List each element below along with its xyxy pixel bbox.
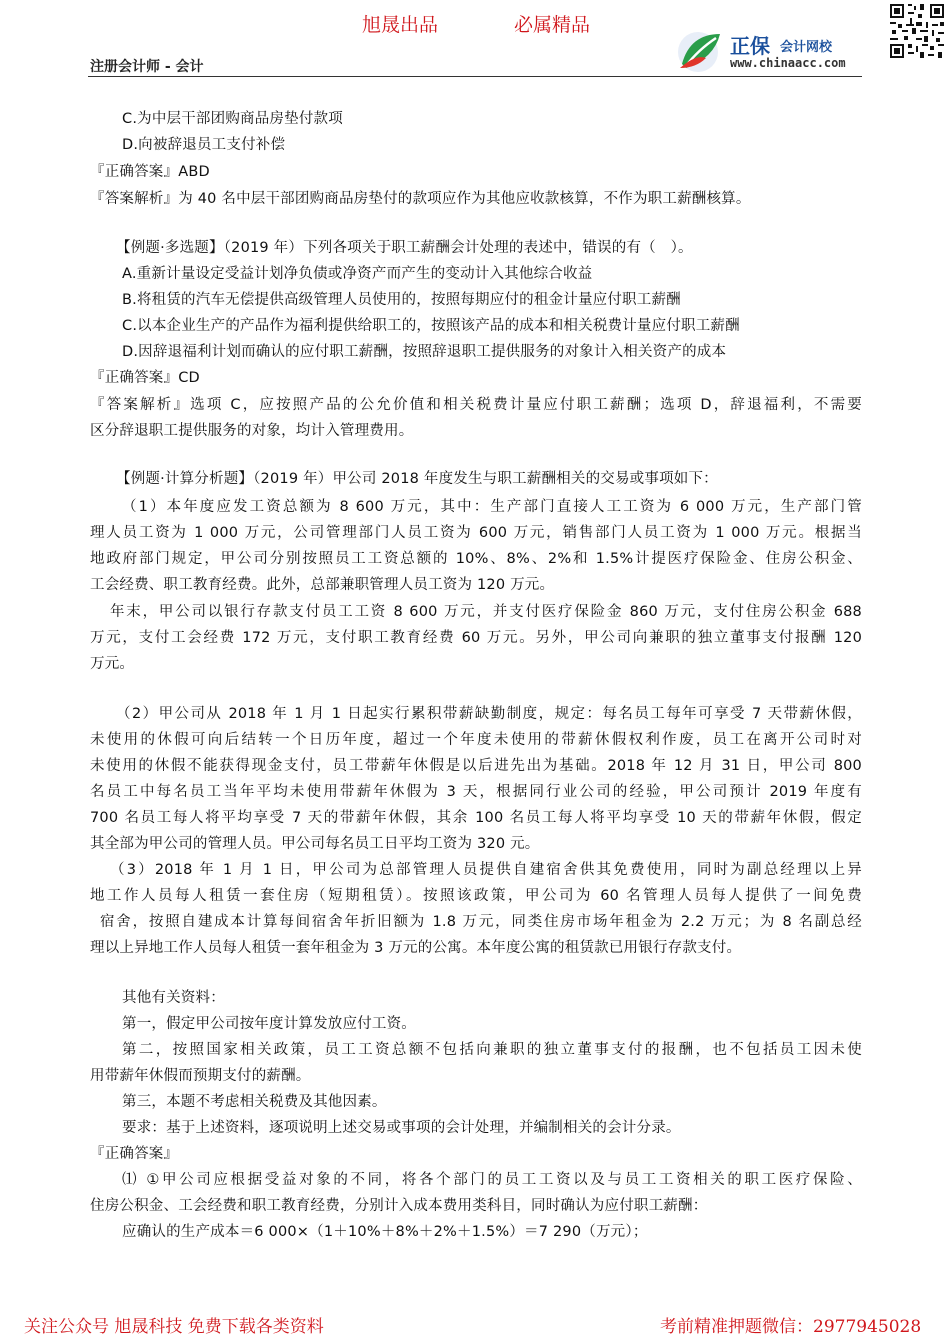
header-red-left: 旭晟出品 — [362, 14, 439, 36]
paragraph-line: 万元，支付工会经费 172 万元，支付职工教育经费 60 万元。另外，甲公司向兼职的独立董事支付报酬 120 — [90, 630, 862, 646]
paragraph-line: 理以上异地工作人员每人租赁一套年租金为 3 万元的公寓。本年度公寓的租赁款已用银行存款支付。 — [90, 940, 742, 956]
paragraph-line: 万元。 — [90, 656, 135, 672]
formula-line: 应确认的生产成本＝6 000×（1＋10%＋8%＋2%＋1.5%）＝7 290（万元）； — [122, 1224, 648, 1240]
paragraph-line: 宿舍，按照自建成本计算每间宿舍年折旧额为 1.8 万元，同类住房市场年租金为 2.2 万元；为 8 名副总经 — [100, 914, 862, 930]
brand-name: 正保 — [730, 34, 770, 58]
other-info-title: 其他有关资料： — [122, 990, 225, 1006]
analysis-line: 区分辞退职工提供服务的对象，均计入管理费用。 — [90, 423, 414, 439]
paragraph-line: 年末，甲公司以银行存款支付员工工资 8 600 万元，并支付医疗保险金 860 万元，支付住房公积金 688 — [110, 604, 862, 620]
option-line: D.因辞退福利计划而确认的应付职工薪酬，按照辞退职工提供服务的对象计入相关资产的成本 — [122, 344, 727, 360]
brand-subtitle: 会计网校 — [780, 40, 833, 55]
analysis-line: 『答案解析』为 40 名中层干部团购商品房垫付的款项应作为其他应收款核算，不作为职工薪酬核算。 — [90, 191, 751, 207]
paragraph-line: 第二，按照国家相关政策，员工工资总额不包括向兼职的独立董事支付的报酬，也不包括员工因未使 — [122, 1042, 862, 1058]
question-title: 【例题·多选题】（2019 年）下列各项关于职工薪酬会计处理的表述中，错误的有（ ）。 — [116, 240, 693, 256]
paragraph-line: 住房公积金、工会经费和职工教育经费，分别计入成本费用类科目，同时确认为应付职工薪酬： — [90, 1198, 708, 1214]
answer-line: 『正确答案』ABD — [90, 164, 210, 180]
paragraph-line: 工会经费、职工教育经费。此外，总部兼职管理人员工资为 120 万元。 — [90, 577, 555, 593]
footer-right-promo: 考前精准押题微信：2977945028 — [660, 1317, 922, 1337]
paragraph-line: 地政府部门规定，甲公司分别按照员工工资总额的 10%、8%、2%和 1.5%计提医疗保险金、住房公积金、 — [90, 551, 862, 567]
brand-logo — [676, 28, 866, 74]
paragraph-line: 用带薪年休假而预期支付的薪酬。 — [90, 1068, 311, 1084]
footer-left-promo: 关注公众号 旭晟科技 免费下载各类资料 — [24, 1317, 324, 1337]
paragraph-line: （2）甲公司从 2018 年 1 月 1 日起实行累积带薪缺勤制度，规定：每名员工每年可享受 7 天带薪休假， — [116, 706, 862, 722]
paragraph-line: 地工作人员每人租赁一套住房（短期租赁）。按照该政策，甲公司为 60 名管理人员每人提供了一间免费 — [90, 888, 862, 904]
course-title: 注册会计师 - 会计 — [90, 59, 204, 75]
header-red-right: 必属精品 — [514, 14, 591, 36]
paragraph-line: （3）2018 年 1 月 1 日，甲公司为总部管理人员提供自建宿舍供其免费使用，同时为副总经理以上异 — [110, 862, 862, 878]
answer-line: 『正确答案』CD — [90, 370, 200, 386]
paragraph-line: 未使用的休假可向后结转一个日历年度，超过一个年度未使用的带薪休假权利作废，员工在离开公司时对 — [90, 732, 862, 748]
paragraph-line: （1）本年度应发工资总额为 8 600 万元，其中：生产部门直接人工工资为 6 000 万元，生产部门管 — [122, 499, 862, 515]
leaf-logo-icon — [676, 28, 724, 74]
paragraph-line: 第一，假定甲公司按年度计算发放应付工资。 — [122, 1016, 416, 1032]
paragraph-line: 其全部为甲公司的管理人员。甲公司每名员工日平均工资为 320 元。 — [90, 836, 540, 852]
paragraph-line: 名员工中每名员工当年平均未使用带薪年休假为 3 天，根据同行业公司的经验，甲公司预计 2019 年度有 — [90, 784, 862, 800]
option-line: B.将租赁的汽车无偿提供高级管理人员使用的，按照每期应付的租金计量应付职工薪酬 — [122, 292, 681, 308]
paragraph-line: 未使用的休假不能获得现金支付，员工带薪年休假是以后进先出为基础。2018 年 12 月 31 日，甲公司 800 — [90, 758, 862, 774]
option-line: A.重新计量设定受益计划净负债或净资产而产生的变动计入其他综合收益 — [122, 266, 593, 282]
question-title: 【例题·计算分析题】（2019 年）甲公司 2018 年度发生与职工薪酬相关的交易或事项如下： — [116, 471, 718, 487]
paragraph-line: 第三，本题不考虑相关税费及其他因素。 — [122, 1094, 387, 1110]
paragraph-line: ⑴ ①甲公司应根据受益对象的不同，将各个部门的员工工资以及与员工工资相关的职工医疗保险、 — [122, 1172, 862, 1188]
qr-code-icon — [888, 2, 946, 60]
header-rule — [88, 76, 862, 77]
option-line: D.向被辞退员工支付补偿 — [122, 137, 286, 153]
option-line: C.为中层干部团购商品房垫付款项 — [122, 111, 343, 127]
option-line: C.以本企业生产的产品作为福利提供给职工的，按照该产品的成本和相关税费计量应付职工薪酬 — [122, 318, 740, 334]
brand-site: www.chinaacc.com — [730, 56, 846, 70]
paragraph-line: 理人员工资为 1 000 万元，公司管理部门人员工资为 600 万元，销售部门人员工资为 1 000 万元。根据当 — [90, 525, 862, 541]
paragraph-line: 700 名员工每人将平均享受 7 天的带薪年休假，其余 100 名员工每人将平均享受 10 天的带薪年休假，假定 — [90, 810, 862, 826]
requirement-line: 要求：基于上述资料，逐项说明上述交易或事项的会计处理，并编制相关的会计分录。 — [122, 1120, 681, 1136]
analysis-line: 『答案解析』选项 C，应按照产品的公允价值和相关税费计量应付职工薪酬；选项 D，辞退福利，不需要 — [90, 397, 862, 413]
answer-line: 『正确答案』 — [90, 1146, 179, 1162]
